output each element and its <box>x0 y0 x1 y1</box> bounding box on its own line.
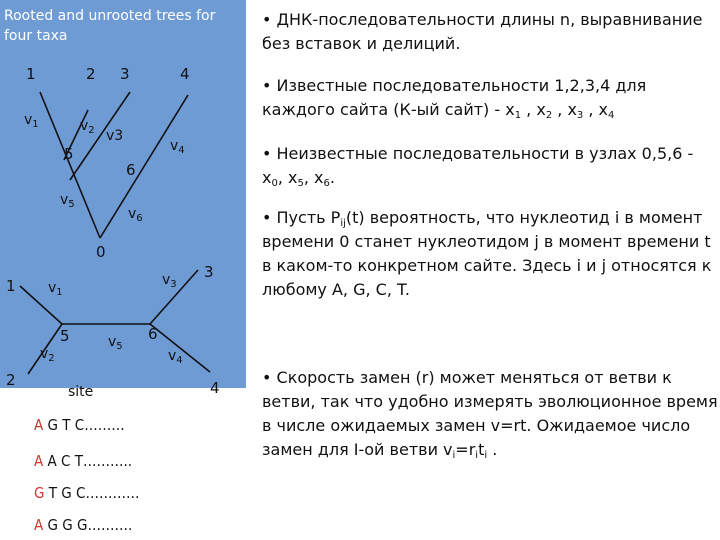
site-label: site <box>68 384 94 400</box>
branch-v1: $v_1$ <box>24 112 39 130</box>
sequence-row: G T G C………… <box>34 484 140 502</box>
rooted-node-6: 6 <box>126 161 136 179</box>
unrooted-branch-v1: $v_1$ <box>48 280 63 298</box>
unrooted-node-5: 5 <box>60 327 70 345</box>
panel-title: Rooted and unrooted trees for four taxa <box>4 8 216 44</box>
branch-v6: $v_6$ <box>128 206 143 224</box>
bullet-dna-sequences: • ДНК-последовательности длины n, выравнивание без вставок и делиций. <box>262 10 703 53</box>
unrooted-leaf-2: 2 <box>6 371 16 389</box>
rooted-leaf-1: 1 <box>26 65 36 83</box>
rooted-leaf-2: 2 <box>86 65 96 83</box>
unrooted-branch-v4: $v_4$ <box>168 348 183 366</box>
bullet-substitution-rate: • Скорость замен (r) может меняться от ветви к ветви, так что удобно измерять эволюционное время в числе ожидаемых замен v=rt. Ожидаемое число замен для I-ой ветви $v_i=r_it_i$ . <box>262 368 718 461</box>
rooted-node-0: 0 <box>96 243 106 261</box>
unrooted-node-6: 6 <box>148 325 158 343</box>
sequence-row: A G G G………. <box>34 516 133 534</box>
branch-v2: $v_2$ <box>80 118 95 136</box>
branch-v4: $v_4$ <box>170 138 185 156</box>
sequence-row: A A C T……….. <box>34 452 133 470</box>
rooted-branch-1 <box>40 92 100 238</box>
bullet-known-sequences: • Известные последовательности 1,2,3,4 для каждого сайта (К-ый сайт) - $x_1$ , $x_2$ , $x_3$ , $x_4$ <box>262 76 647 121</box>
unrooted-branch-v3: $v_3$ <box>162 272 177 290</box>
rooted-leaf-3: 3 <box>120 65 130 83</box>
unrooted-leaf-3: 3 <box>204 263 214 281</box>
rooted-node-5: 5 <box>64 145 74 163</box>
bullet-unknown-sequences: • Неизвестные последовательности в узлах $0,5,6 - x_0$, $x_5$, $x_6$. <box>262 144 694 189</box>
unrooted-leaf-1: 1 <box>6 277 16 295</box>
branch-v3: v3 <box>106 128 124 144</box>
bullet-transition-probability: • Пусть $P_{ij}(t)$ вероятность, что нуклеотид i в момент времени 0 станет нуклеотидом j в момент времени t в каком-то конкретном сайте. Здесь i и j относятся к любому A, G, C, T. <box>262 208 712 299</box>
rooted-leaf-4: 4 <box>180 65 190 83</box>
sequence-row: A G T C……… <box>34 416 125 434</box>
branch-v5: $v_5$ <box>60 192 75 210</box>
unrooted-leaf-4: 4 <box>210 379 220 397</box>
unrooted-branch-v5: $v_5$ <box>108 334 123 352</box>
unrooted-branch-v2: $v_2$ <box>40 346 55 364</box>
